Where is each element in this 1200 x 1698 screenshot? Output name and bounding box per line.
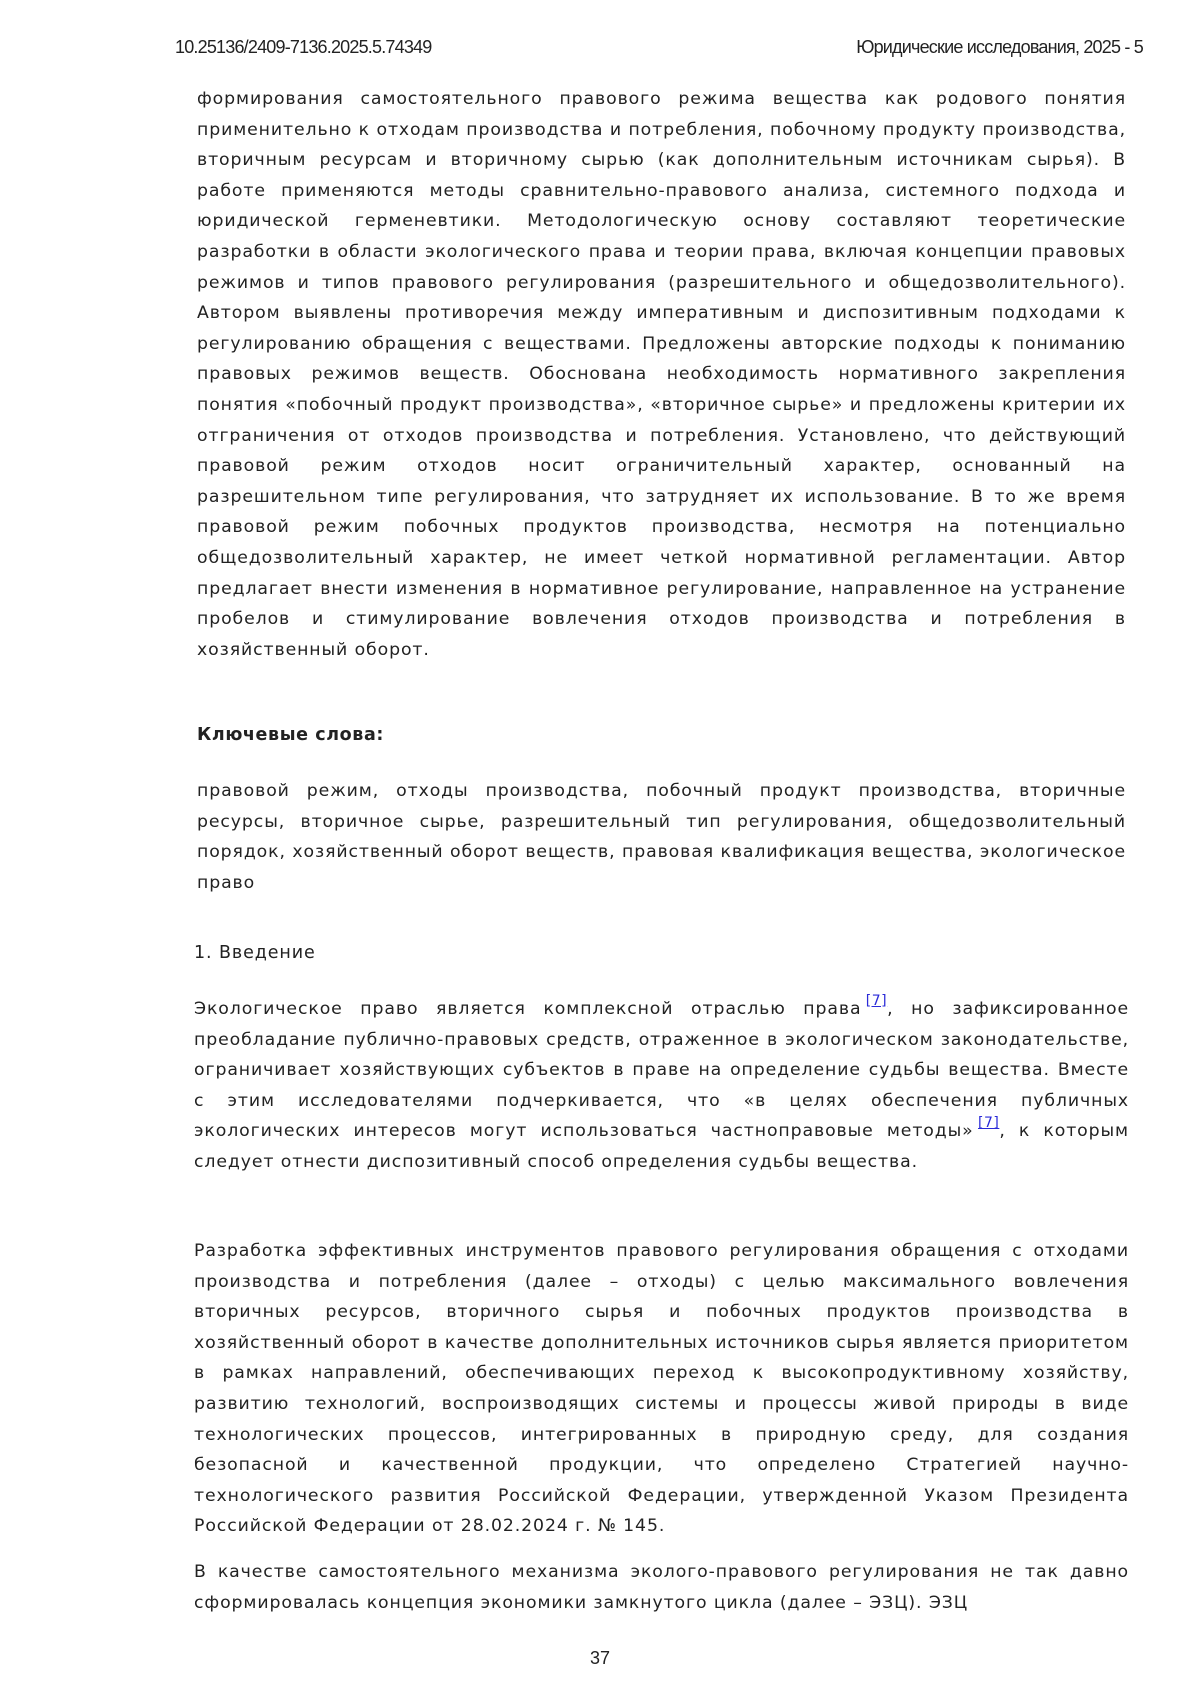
page-number: 37	[589, 1648, 611, 1668]
journal-header: Юридические исследования, 2025 - 5	[856, 37, 1143, 57]
keyword-item[interactable]: побочный продукт производства,	[646, 781, 1003, 801]
reference-link[interactable]: [7]	[865, 993, 888, 1009]
abstract-paragraph: формирования самостоятельного правового режима вещества как родового понятия применительно к отходам производства и потребления, побочному продукту производства, вторичным ресурсам и вторичному сырью (как дополнительным источникам сырья). В работе применяются методы сравнительно-правового анализа, системного подхода и юридической герменевтики. Методологическую основу составляют теоретические разработки в области экологического права и теории права, включая концепции правовых режимов и типов правового регулирования (разрешительного и общедозволительного). Автором выявлены противоречия между императивным и диспозитивным подходами к регулированию обращения с веществами. Предложены авторские подходы к пониманию правовых режимов веществ. Обоснована необходимость нормативного закрепления понятия «побочный продукт производства», «вторичное сырье» и предложены критерии их отграничения от отходов производства и потребления. Установлено, что действующий правовой режим отходов носит ограничительный характер, основанный на разрешительном типе регулирования, что затрудняет их использование. В то же время правовой режим побочных продуктов производства, несмотря на потенциально общедозволительный характер, не имеет четкой нормативной регламентации. Автор предлагает внести изменения в нормативное регулирование, направленное на устранение пробелов и стимулирование вовлечения отходов производства и потребления в хозяйственный оборот.	[197, 89, 1126, 660]
intro-paragraph-3: В качестве самостоятельного механизма эколого-правового регулирования не так давно сформировалась концепция экономики замкнутого цикла (далее – ЭЗЦ). ЭЗЦ	[194, 1562, 1129, 1613]
keyword-item[interactable]: экологическое право	[197, 842, 1126, 893]
keyword-item[interactable]: вторичные ресурсы,	[197, 781, 1126, 832]
section-heading: 1. Введение	[194, 943, 316, 963]
keyword-item[interactable]: хозяйственный оборот веществ,	[292, 842, 616, 863]
keyword-item[interactable]: правовой режим,	[197, 781, 380, 801]
keyword-item[interactable]: правовая квалификация вещества,	[622, 842, 974, 863]
reference-link[interactable]: [7]	[978, 1115, 1000, 1132]
keywords-list	[197, 776, 1126, 898]
keywords-heading: Ключевые слова:	[197, 725, 384, 745]
paragraph-text: , к которым следует отнести диспозитивный способ определения судьбы вещества.	[194, 1121, 1129, 1172]
doi-header: 10.25136/2409-7136.2025.5.74349	[175, 37, 432, 57]
keyword-item[interactable]: вторичное сырье,	[300, 811, 486, 832]
paragraph-text: Экологическое право является комплексной отраслью права	[194, 999, 862, 1019]
paragraph-text: , но зафиксированное преобладание публично-правовых средств, отраженное в экологическом законодательстве, ограничивает хозяйствующих субъектов в праве на определение судьбы вещества. Вместе с этим исследователями подчеркивается, что «в целях обеспечения публичных экологических интересов могут использоваться частноправовые методы»	[194, 999, 1129, 1142]
keyword-item[interactable]: разрешительный тип регулирования,	[500, 811, 894, 832]
keyword-item[interactable]: общедозволительный порядок,	[197, 811, 1126, 863]
intro-paragraph-1	[194, 994, 1129, 1178]
keyword-item[interactable]: отходы производства,	[396, 781, 630, 801]
intro-paragraph-2: Разработка эффективных инструментов правового регулирования обращения с отходами производства и потребления (далее – отходы) с целью максимального вовлечения вторичных ресурсов, вторичного сырья и побочных продуктов производства в хозяйственный оборот в качестве дополнительных источников сырья является приоритетом в рамках направлений, обеспечивающих переход к высокопродуктивному хозяйству, развитию технологий, воспроизводящих системы и процессы живой природы в виде технологических процессов, интегрированных в природную среду, для создания безопасной и качественной продукции, что определено Стратегией научно-технологического развития Российской Федерации, утвержденной Указом Президента Российской Федерации от 28.02.2024 г. № 145.	[194, 1241, 1129, 1537]
